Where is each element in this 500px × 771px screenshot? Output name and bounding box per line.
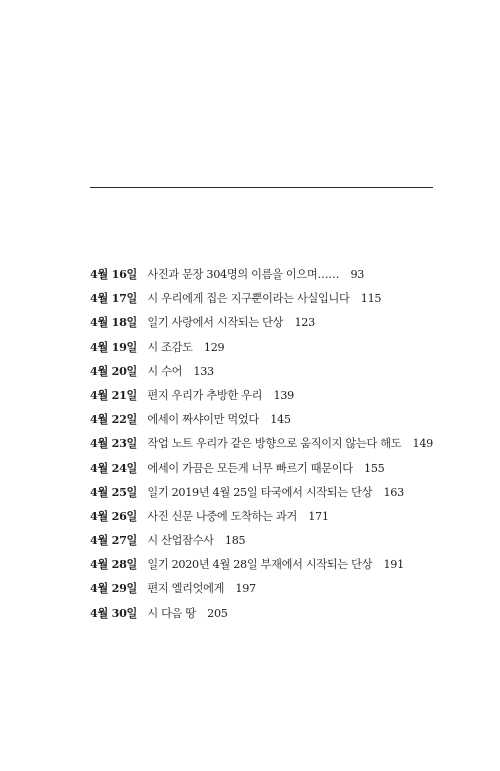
toc-entry-page-number: 123 bbox=[294, 316, 315, 330]
toc-entry bbox=[90, 335, 490, 359]
toc-entry bbox=[90, 576, 490, 600]
toc-entry-title: 일기 사랑에서 시작되는 단상 bbox=[147, 316, 284, 330]
toc-entry bbox=[90, 310, 490, 334]
toc-entry-date: 4월 20일 bbox=[90, 363, 138, 378]
toc-entry bbox=[90, 431, 490, 455]
toc-entry bbox=[90, 601, 490, 625]
toc-entry-title: 시 조감도 bbox=[147, 340, 193, 354]
toc-entry-title: 사진 신문 나중에 도착하는 과거 bbox=[147, 509, 297, 523]
toc-entry bbox=[90, 552, 490, 576]
toc-entry-date: 4월 27일 bbox=[90, 533, 138, 548]
toc-entry-page-number: 191 bbox=[383, 558, 404, 572]
toc-entry-date: 4월 17일 bbox=[90, 291, 138, 306]
toc-entry-title: 시 다음 땅 bbox=[147, 606, 196, 620]
toc-entry-date: 4월 29일 bbox=[90, 581, 138, 596]
toc-entry-title: 시 수어 bbox=[147, 364, 183, 378]
toc-entry-date: 4월 21일 bbox=[90, 387, 138, 402]
toc-entry-date: 4월 18일 bbox=[90, 315, 138, 330]
toc-entry bbox=[90, 456, 490, 480]
toc-entry-date: 4월 28일 bbox=[90, 557, 138, 572]
toc-entry-title: 작업 노트 우리가 같은 방향으로 움직이지 않는다 해도 bbox=[147, 437, 402, 451]
toc-entry-date: 4월 16일 bbox=[90, 267, 138, 281]
toc-entry-page-number: 185 bbox=[224, 534, 246, 548]
toc-entry-title: 시 우리에게 집은 지구뿐이라는 사실입니다 bbox=[147, 292, 350, 306]
toc-entry-page-number: 145 bbox=[270, 413, 291, 427]
toc-entry-date: 4월 22일 bbox=[90, 412, 138, 427]
toc-entry bbox=[90, 383, 490, 407]
toc-entry bbox=[90, 286, 490, 310]
toc-entry-page-number: 133 bbox=[193, 364, 214, 378]
toc-entry bbox=[90, 359, 490, 383]
toc-entry-title: 편지 엘리엇에게 bbox=[147, 582, 225, 596]
toc-entry-title: 일기 2020년 4월 28일 부재에서 시작되는 단상 bbox=[147, 558, 373, 572]
toc-entry-page-number: 115 bbox=[360, 292, 382, 306]
toc-entry-date: 4월 25일 bbox=[90, 484, 138, 499]
toc-entry bbox=[90, 504, 490, 528]
toc-entry bbox=[90, 407, 490, 431]
toc-entry-page-number: 171 bbox=[308, 509, 329, 523]
table-of-contents bbox=[90, 262, 490, 625]
toc-entry-title: 편지 우리가 추방한 우리 bbox=[147, 388, 263, 402]
toc-entry-page-number: 163 bbox=[383, 485, 404, 499]
toc-entry-page-number: 149 bbox=[412, 437, 434, 451]
toc-entry-date: 4월 30일 bbox=[90, 605, 138, 620]
toc-entry-date: 4월 19일 bbox=[90, 339, 138, 354]
toc-entry-title: 에세이 짜샤이만 먹었다 bbox=[147, 413, 259, 427]
toc-entry-page-number: 93 bbox=[350, 268, 365, 281]
toc-entry-title: 시 산업잠수사 bbox=[147, 534, 214, 548]
toc-entry-page-number: 197 bbox=[235, 582, 256, 596]
toc-entry bbox=[90, 528, 490, 552]
toc-entry-page-number: 139 bbox=[273, 388, 294, 402]
toc-entry-title: 사진과 문장 304명의 이름을 이으며…… bbox=[147, 268, 340, 281]
toc-entry bbox=[90, 480, 490, 504]
toc-entry bbox=[90, 262, 490, 286]
header-divider bbox=[90, 187, 433, 188]
toc-entry-page-number: 129 bbox=[203, 340, 225, 354]
toc-entry-date: 4월 24일 bbox=[90, 460, 138, 475]
toc-entry-title: 에세이 가끔은 모든게 너무 빠르기 때문이다 bbox=[147, 461, 353, 475]
toc-entry-page-number: 205 bbox=[207, 606, 228, 620]
toc-entry-title: 일기 2019년 4월 25일 타국에서 시작되는 단상 bbox=[147, 485, 373, 499]
toc-entry-date: 4월 26일 bbox=[90, 508, 138, 523]
toc-entry-date: 4월 23일 bbox=[90, 436, 138, 451]
toc-entry-page-number: 155 bbox=[364, 461, 385, 475]
